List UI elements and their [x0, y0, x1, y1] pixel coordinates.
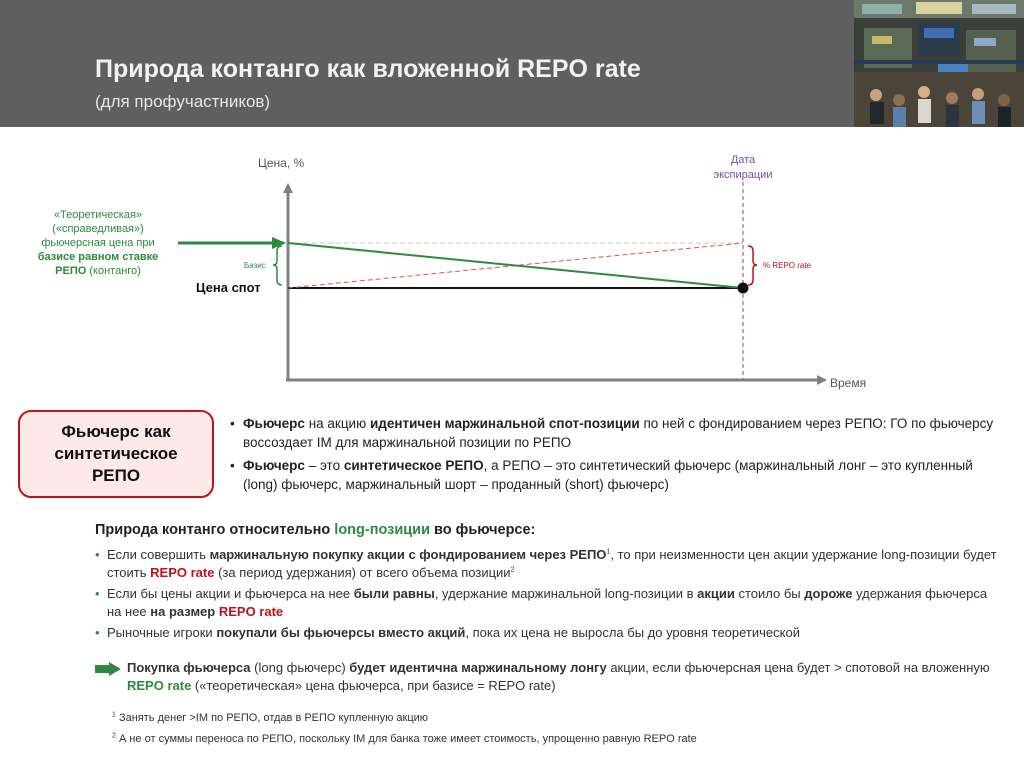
basis-brace — [273, 246, 282, 285]
section-title: Природа контанго относительно long-позиции во фьючерсе: — [95, 522, 536, 538]
synth-box-line: РЕПО — [91, 466, 141, 485]
synthetic-repo-box — [18, 410, 214, 498]
left-label-line: «Теоретическая» — [53, 209, 143, 221]
slide-header — [0, 0, 1024, 127]
conclusion-text: Покупка фьючерса (long фьючерс) будет идентична маржинальному лонгу акции, если фьючерсная цена будет > спотовой на вложенную REPO rate («теоретическая» цена фьючерса, при базисе = REPO rate) — [127, 660, 990, 693]
bullet-icon: • — [230, 458, 235, 473]
contango-bullet: • Рыночные игроки покупали бы фьючерсы вместо акций, пока их цена не выросла бы до уровня теоретической — [95, 625, 800, 640]
expiry-label-line2: экспирации — [713, 169, 773, 181]
y-axis-label: Цена, % — [258, 156, 305, 170]
spot-price-label: Цена спот — [196, 280, 261, 295]
bullet-icon: • — [230, 416, 235, 431]
green-arrow-icon — [95, 662, 121, 676]
conclusion — [95, 659, 1000, 695]
theoretical-price-label — [18, 208, 178, 278]
slide-title: Природа контанго как вложенной REPO rate — [95, 55, 641, 83]
trading-floor-photo — [854, 0, 1024, 127]
convergence-point — [738, 283, 749, 294]
repo-rate-label: % REPO rate — [763, 261, 812, 270]
synth-box-line: Фьючерс как — [61, 422, 171, 441]
bullet-icon: • — [95, 625, 100, 640]
expiry-label-line1: Дата — [730, 154, 756, 166]
synth-bullet-list — [230, 414, 1010, 498]
contango-bullet: • Если бы цены акции и фьючерса на нее были равны, удержание маржинальной long-позиции в акции стоило бы дороже удержания фьючерса на нее на размер REPO rate — [95, 586, 988, 619]
slide-subtitle: (для профучастников) — [95, 92, 271, 111]
left-label-line: («справедливая») — [52, 223, 144, 235]
footnote-2: $^2$ А не от суммы переноса по РЕПО, поскольку IM для банка тоже имеет стоимость, упрощенно равную REPO rate — [112, 732, 697, 745]
synth-bullet: • Фьючерс на акцию идентичен маржинальной спот-позиции по ней с фондированием через РЕПО: ГО по фьючерсу воссоздает IM для маржинальной позиции по РЕПО — [230, 416, 994, 450]
contango-bullet-list — [95, 546, 1000, 645]
left-label-line: фьючерсная цена при — [41, 237, 155, 249]
synth-box-line: синтетическое — [54, 444, 178, 463]
footnote-1: $^1$ Занять денег >IM по РЕПО, отдав в РЕПО купленную акцию — [112, 711, 429, 724]
bullet-icon: • — [95, 547, 100, 562]
basis-label: Базис — [244, 261, 266, 270]
synth-bullet: • Фьючерс – это синтетическое РЕПО, а РЕПО – это синтетический фьючерс (маржинальный лонг – это купленный (long) фьючерс, маржинальный шорт – проданный (short) фьючерс) — [230, 458, 973, 492]
bullet-icon: • — [95, 586, 100, 601]
repo-brace — [748, 246, 757, 285]
left-label-line: базисе равном ставке — [37, 251, 159, 263]
contango-bullet: • Если совершить маржинальную покупку акции с фондированием через РЕПО$^1$, то при неизменности цен акции удержание long-позиции будет стоить REPO rate (за период удержания) от всего объема позиции$^2$ — [95, 547, 997, 580]
left-label-line: РЕПО (контанго) — [55, 265, 141, 277]
x-axis-label: Время — [830, 376, 867, 390]
